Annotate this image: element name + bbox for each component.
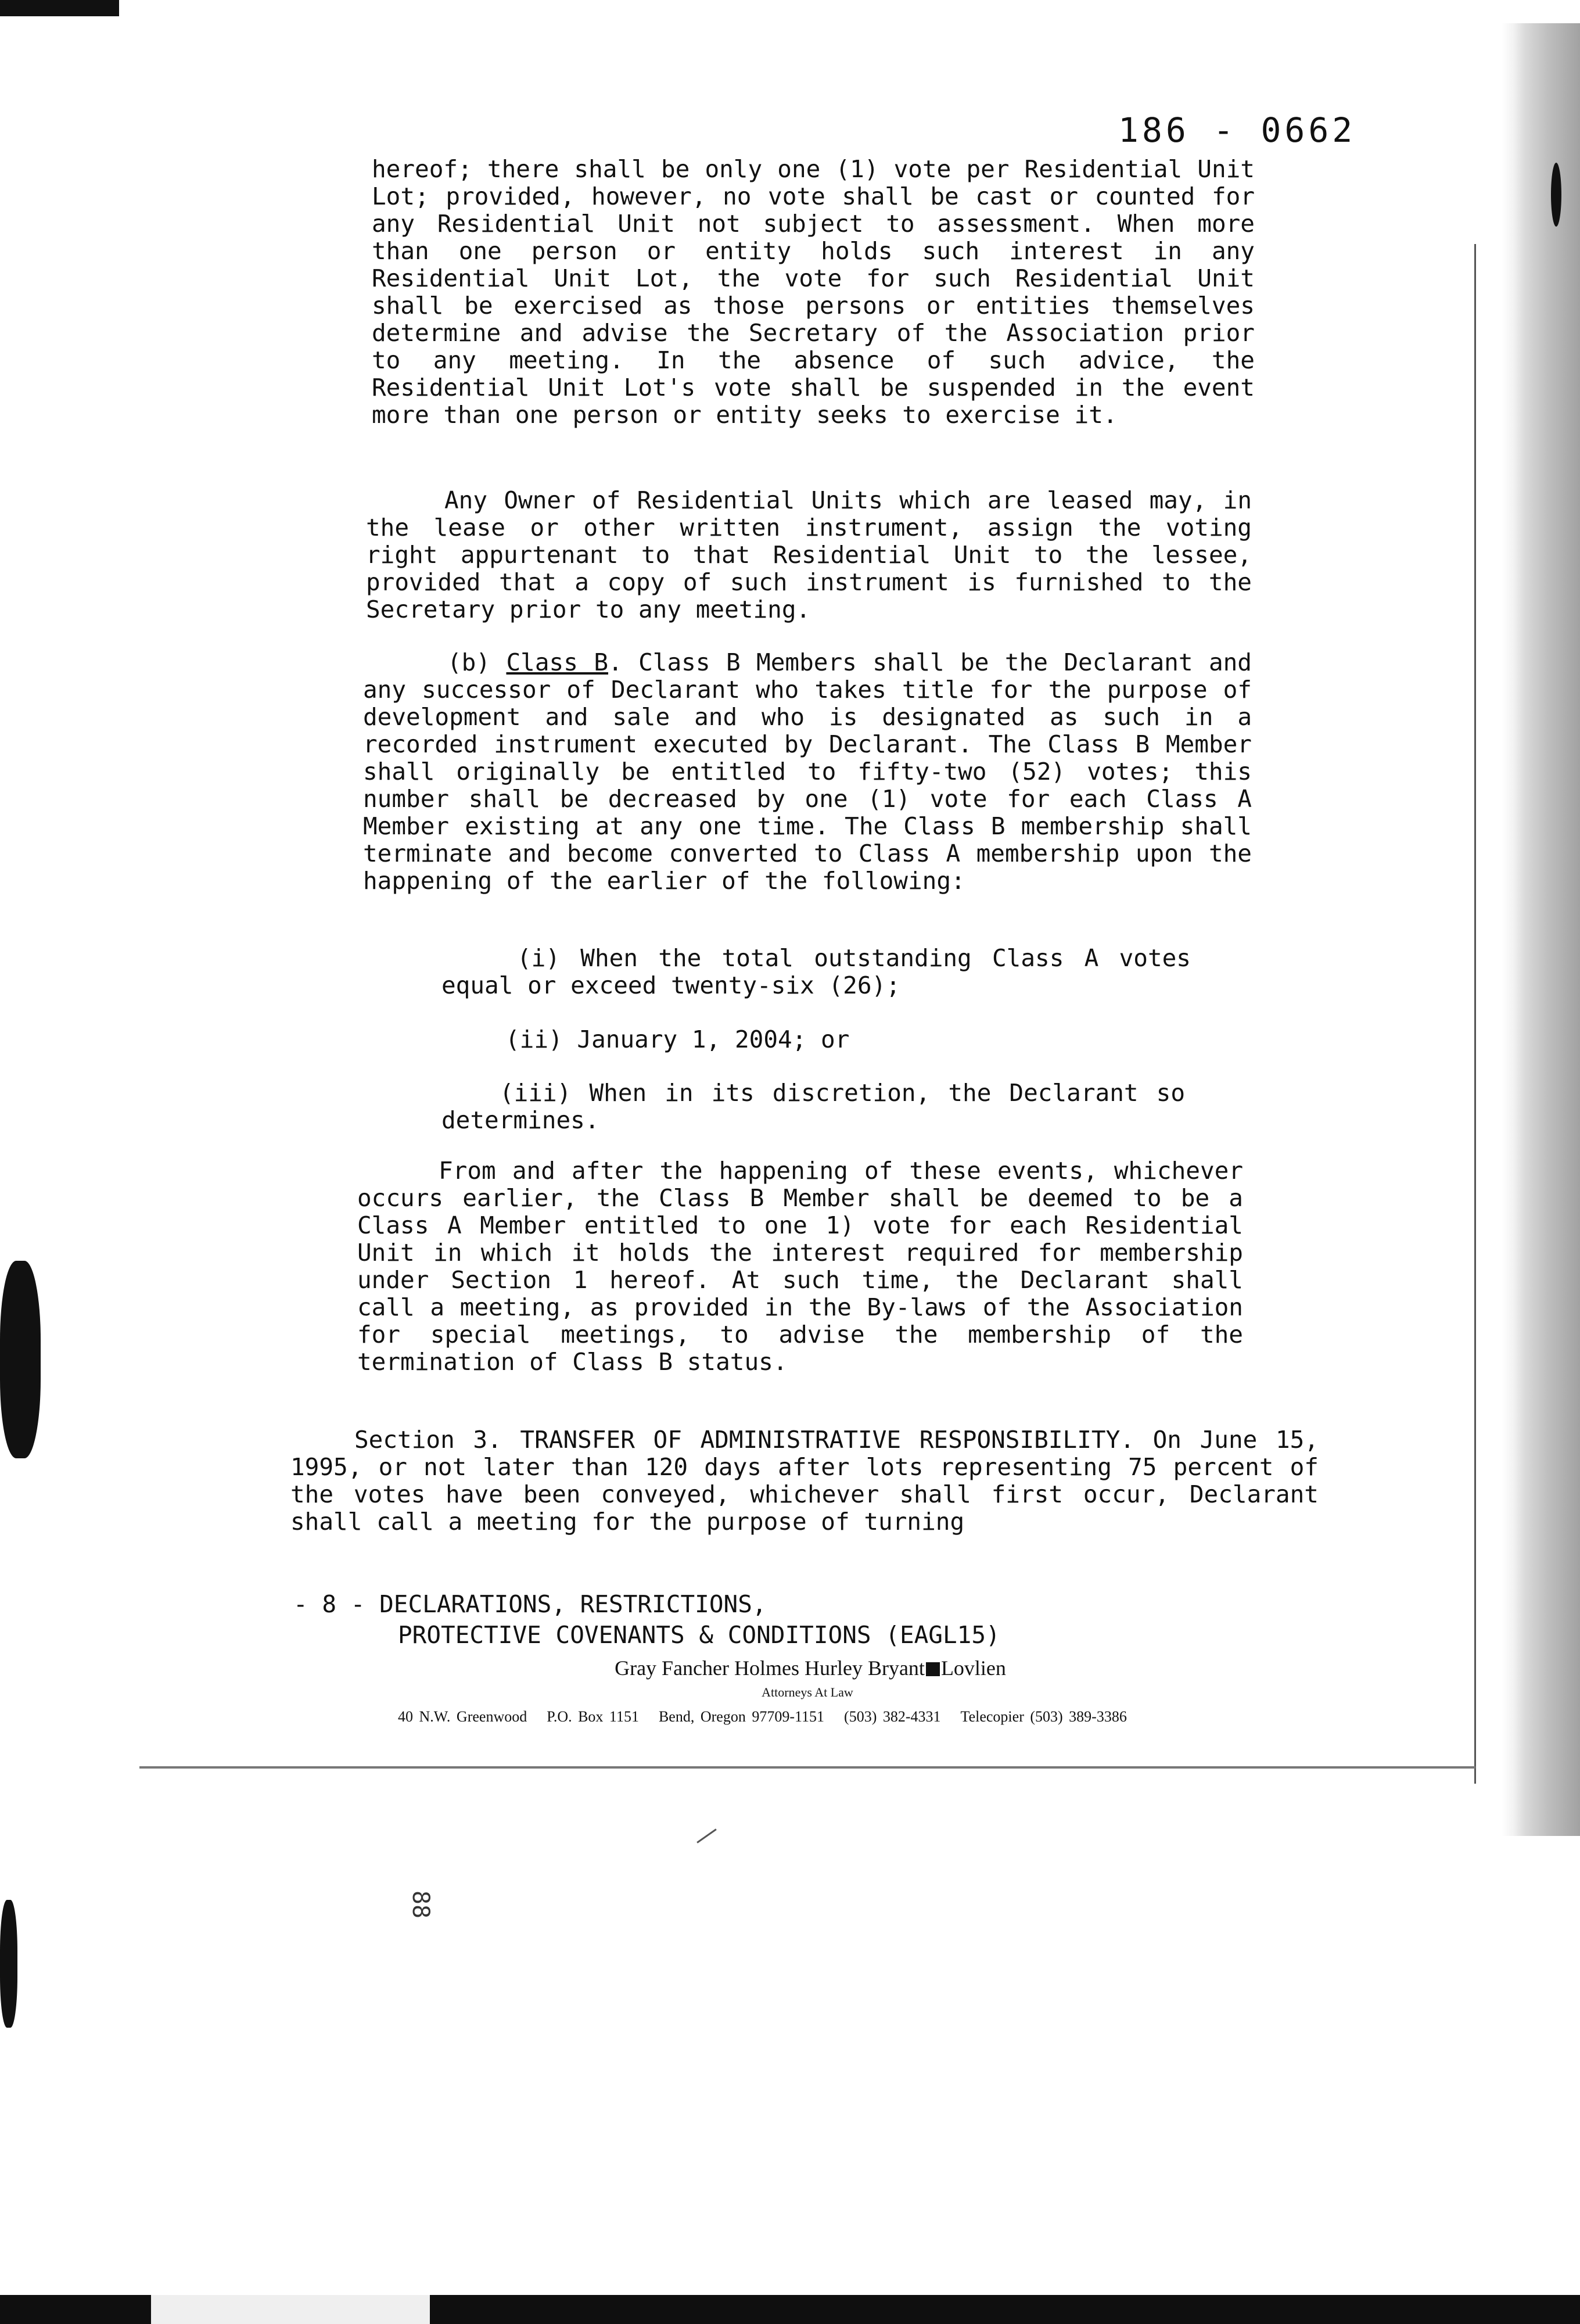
paragraph-class-b: [363, 649, 1252, 895]
right-margin-line: [1474, 244, 1476, 1784]
pen-mark: [696, 1828, 716, 1843]
list-item-i: (i) When the total outstanding Class A votes equal or exceed twenty-six (26);: [441, 944, 1191, 999]
paragraph-class-a-voting: hereof; there shall be only one (1) vote per Residential Unit Lot; provided, however, no vote shall be cast or counted for any Residential Unit not subject to assessment. When more than one person or entity holds such interest in any Residential Unit Lot, the vote for such Residential Unit shall be exercised as those persons or entities themselves determine and advise the Secretary of the Association prior to any meeting. In the absence of such advice, the Residential Unit Lot's vote shall be suspended in the event more than one person or entity seeks to exercise it.: [372, 155, 1255, 429]
page-number: 186 - 0662: [1118, 110, 1356, 150]
footer-line-2: PROTECTIVE COVENANTS & CONDITIONS (EAGL15): [398, 1621, 1000, 1649]
paragraph-leased-units: Any Owner of Residential Units which are leased may, in the lease or other written instrument, assign the voting right appurtenant to that Residential Unit to the lessee, provided that a copy of such instrument is furnished to the Secretary prior to any meeting.: [366, 486, 1252, 623]
scan-blot: [0, 1261, 41, 1458]
subsection-heading: Class B: [506, 648, 609, 676]
scan-edge-right: [1502, 23, 1580, 1836]
paragraph-section-3: Section 3. TRANSFER OF ADMINISTRATIVE RESPONSIBILITY. On June 15, 1995, or not later than 120 days after lots representing 75 percent of the votes have been conveyed, whichever shall first occur, Declarant shall call a meeting for the purpose of turning: [290, 1426, 1319, 1536]
margin-stamp: 88: [407, 1890, 435, 1919]
list-item-iii: (iii) When in its discretion, the Declarant so determines.: [441, 1079, 1185, 1134]
scan-edge-bottom-gap: [151, 2295, 430, 2324]
scan-blot: [0, 1900, 17, 2028]
law-firm-name: Gray Fancher Holmes Hurley Bryant Lovlien: [615, 1656, 1006, 1680]
subsection-label: (b): [447, 648, 507, 676]
law-firm-subtitle: Attorneys At Law: [762, 1685, 853, 1699]
footer-line-1: - 8 - DECLARATIONS, RESTRICTIONS,: [293, 1590, 767, 1618]
scan-blot: [1551, 163, 1561, 227]
page-bottom-rule: [139, 1766, 1475, 1769]
square-bullet-icon: [926, 1662, 940, 1676]
scan-edge-top: [0, 0, 119, 16]
paragraph-conversion: From and after the happening of these events, whichever occurs earlier, the Class B Member shall be deemed to be a Class A Member entitled to one 1) vote for each Residential Unit in which it holds the interest required for membership under Section 1 hereof. At such time, the Declarant shall call a meeting, as provided in the By-laws of the Association for special meetings, to advise the membership of the termination of Class B status.: [357, 1157, 1243, 1376]
paragraph-class-b-text: . Class B Members shall be the Declarant and any successor of Declarant who takes title for the purpose of development and sale and who is designated as such in a recorded instrument executed by Declarant. The Class B Member shall originally be entitled to fifty-two (52) votes; this number shall be decreased by one (1) vote for each Class A Member existing at any one time. The Class B membership shall terminate and become converted to Class A membership upon the happening of the earlier of the following:: [363, 648, 1252, 895]
law-firm-address: 40 N.W. Greenwood P.O. Box 1151 Bend, Oregon 97709-1151 (503) 382-4331 Telecopier (503) 389-3386: [398, 1708, 1127, 1725]
list-item-ii: (ii) January 1, 2004; or: [505, 1025, 850, 1053]
